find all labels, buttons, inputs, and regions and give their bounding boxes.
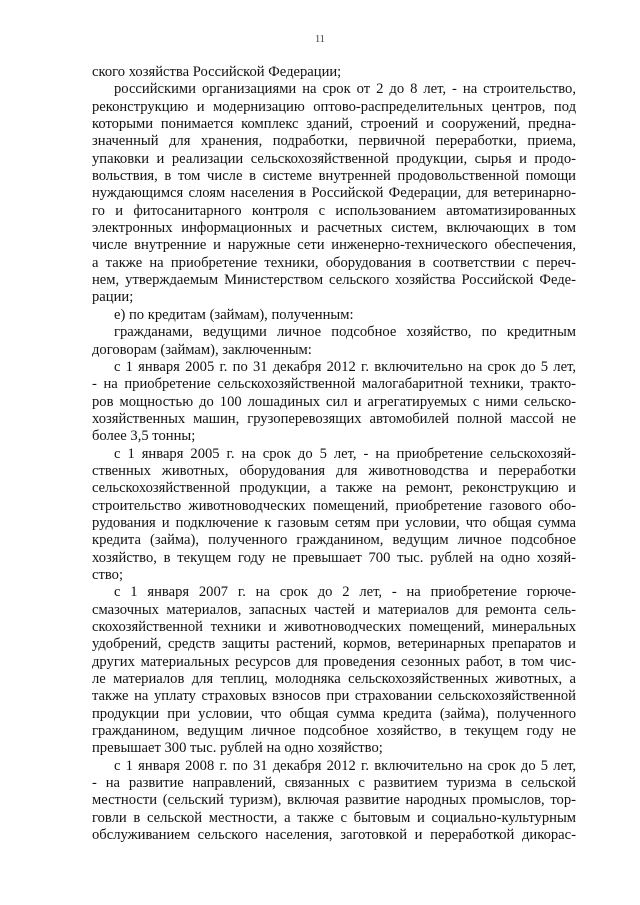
- text-line: ского хозяйства Российской Федерации;: [92, 64, 342, 80]
- text-line: с 1 января 2008 г. по 31 декабря 2012 г. включительно на срок до 5 лет,: [114, 757, 576, 774]
- text-line: нем, утверждаемым Министерством сельского хозяйства Российской Феде-: [92, 272, 576, 289]
- text-line: рудования и подключение к газовым сетям при условии, что общая сумма: [92, 514, 576, 531]
- text-line: местности (сельский туризм), включая развитие народных промыслов, тор-: [92, 792, 576, 809]
- text-line: удобрений, средств защиты растений, кормов, ветеринарных препаратов и: [92, 636, 576, 653]
- text-line: гражданином, ведущим личное подсобное хозяйство, в текущем году не: [92, 723, 576, 740]
- document-text-body: [92, 64, 576, 844]
- text-line: скохозяйственной техники и животноводческих помещений, минеральных: [92, 619, 576, 635]
- text-line: гражданами, ведущими личное подсобное хозяйство, по кредитным: [114, 324, 576, 341]
- text-line: вольствия, в том числе в системе внутренней продовольственной помощи: [92, 168, 576, 185]
- text-line: сельскохозяйственной продукции, а также на ремонт, реконструкцию и: [92, 480, 576, 497]
- text-line: хозяйство, в текущем году не превышает 700 тыс. рублей на одно хозяй-: [92, 549, 576, 566]
- text-line: ров мощностью до 100 лошадиных сил и агрегатируемых с ними сельско-: [92, 393, 576, 410]
- text-line: - на развитие направлений, связанных с развитием туризма в сельской: [92, 775, 576, 792]
- text-line: договорам (займам), заключенным:: [92, 341, 312, 358]
- text-line: значенный для хранения, подработки, первичной переработки, приема,: [92, 133, 576, 150]
- page-number: 11: [315, 34, 325, 45]
- text-line: электронных информационных и расчетных систем, включающих в том: [92, 220, 576, 237]
- text-line: е) по кредитам (займам), полученным:: [114, 306, 354, 323]
- text-line: ственных животных, оборудования для животноводства и переработки: [92, 462, 576, 479]
- text-line: а также на приобретение техники, оборудования в соответствии с переч-: [92, 254, 576, 271]
- text-line: других материальных ресурсов для проведения сезонных работ, в том чис-: [92, 653, 576, 670]
- text-line: российскими организациями на срок от 2 до 8 лет, - на строительство,: [114, 81, 576, 98]
- text-line: ство;: [92, 566, 123, 583]
- text-line: превышает 300 тыс. рублей на одно хозяйство;: [92, 740, 383, 757]
- text-line: с 1 января 2005 г. по 31 декабря 2012 г. включительно на срок до 5 лет,: [114, 358, 576, 375]
- text-line: более 3,5 тонны;: [92, 428, 196, 445]
- text-line: также на уплату страховых взносов при страховании сельскохозяйственной: [92, 688, 576, 705]
- text-line: кредита (займа), полученного гражданином, ведущим личное подсобное: [92, 532, 576, 549]
- text-line: с 1 января 2005 г. на срок до 5 лет, - на приобретение сельскохозяй-: [114, 445, 576, 462]
- text-line: обслуживанием сельского населения, заготовкой и переработкой дикорас-: [92, 827, 576, 844]
- text-line: ле материалов для теплиц, молодняка сельскохозяйственных животных, а: [92, 671, 576, 688]
- text-line: го и фитосанитарного контроля с использованием автоматизированных: [92, 202, 576, 219]
- text-line: реконструкцию и модернизацию оптово-распределительных центров, под: [92, 98, 576, 115]
- text-line: смазочных материалов, запасных частей и материалов для ремонта сель-: [92, 601, 576, 618]
- text-line: строительство животноводческих помещений, приобретение газового обо-: [92, 497, 576, 514]
- text-line: продукции при условии, что общая сумма кредита (займа), полученного: [92, 705, 576, 722]
- text-line: с 1 января 2007 г. на срок до 2 лет, - на приобретение горюче-: [114, 584, 576, 601]
- text-line: упаковки и реализации сельскохозяйственной продукции, сырья и продо-: [92, 150, 576, 167]
- text-line: хозяйственных машин, грузоперевозящих автомобилей полной массой не: [92, 410, 576, 427]
- text-line: рации;: [92, 289, 134, 306]
- text-line: - на приобретение сельскохозяйственной малогабаритной техники, тракто-: [92, 376, 576, 393]
- text-line: нуждающимся слоям населения в Российской Федерации, для ветеринарно-: [92, 185, 576, 202]
- text-line: которыми понимается комплекс зданий, строений и сооружений, предна-: [92, 116, 576, 133]
- text-line: числе внутренние и наружные сети инженерно-технического обеспечения,: [92, 237, 576, 254]
- text-line: говли в сельской местности, а также с бытовым и социально-культурным: [92, 809, 576, 826]
